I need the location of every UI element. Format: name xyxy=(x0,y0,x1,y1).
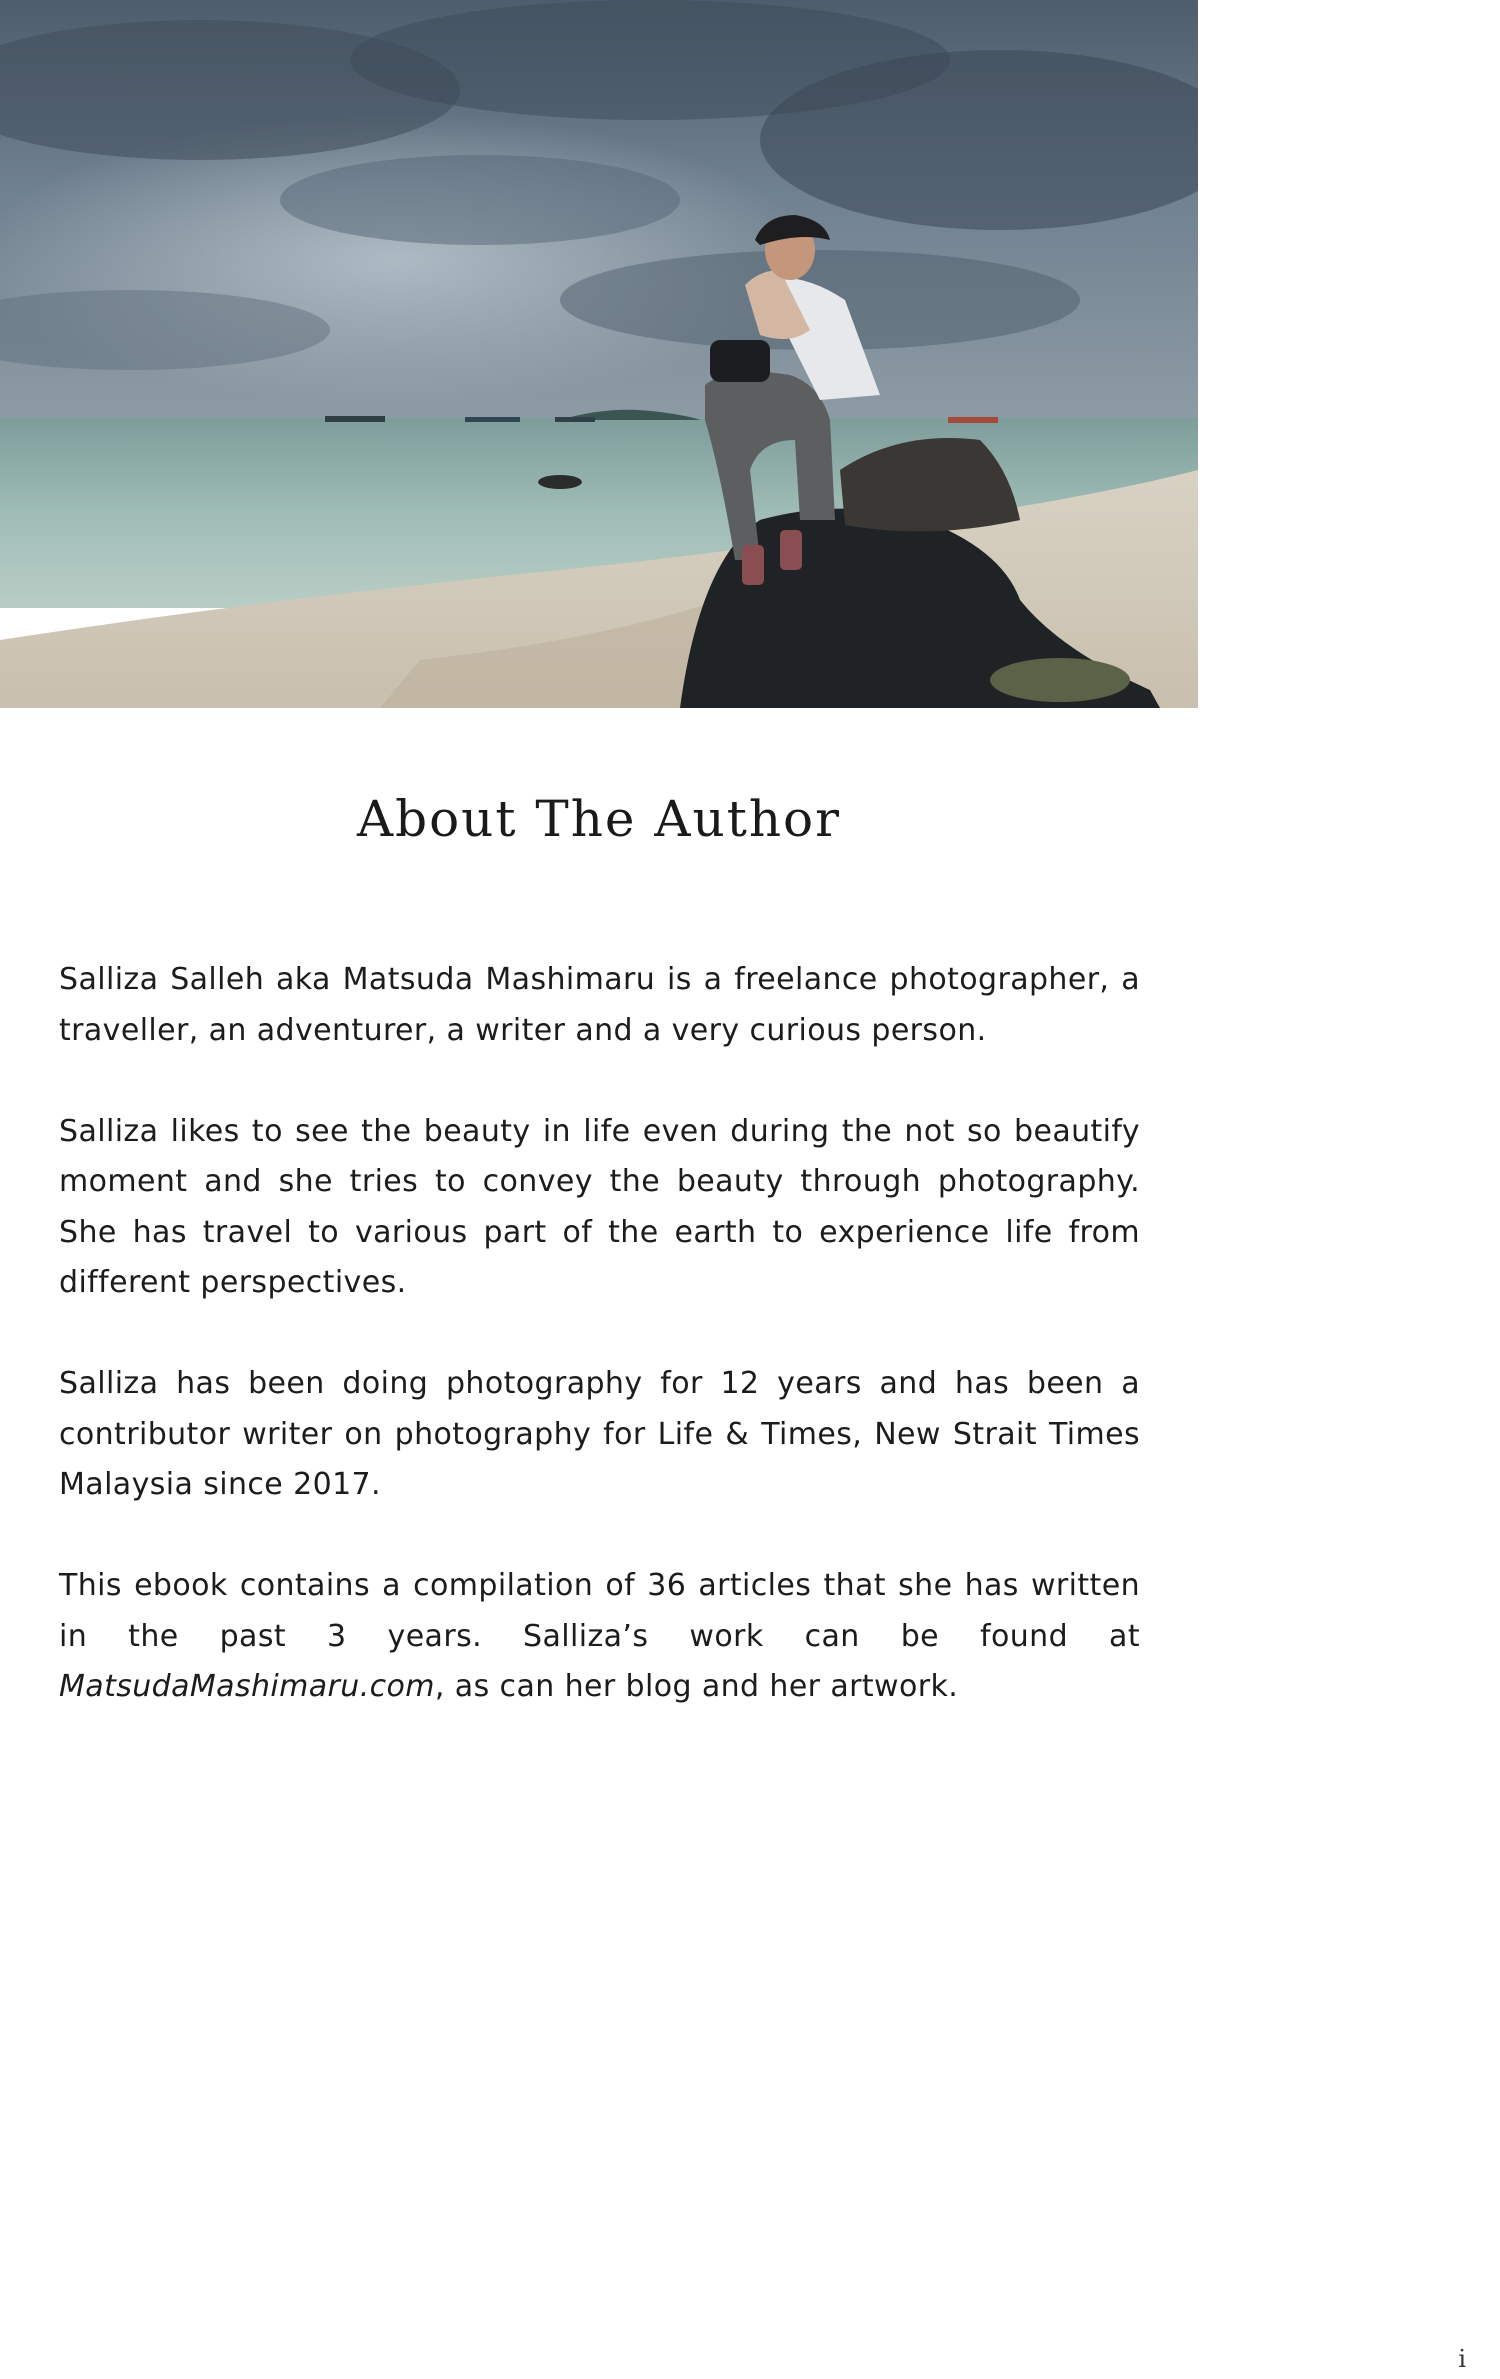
page-number: i xyxy=(1458,2345,1466,2373)
bio-paragraph-experience: Salliza has been doing photography for 12 years and has been a contributor writer on photography for Life & Times, New Strait Times Malaysia since 2017. xyxy=(59,1366,1140,1502)
page-title: About The Author xyxy=(356,790,842,848)
bio-paragraph-intro: Salliza Salleh aka Matsuda Mashimaru is a freelance photographer, a traveller, an adventurer, a writer and a very curious person. xyxy=(59,962,1140,1048)
bio-ebook-text-end: , as can her blog and her artwork. xyxy=(434,1669,959,1704)
bio-paragraph-ebook xyxy=(59,1561,1140,1713)
bio-ebook-text: This ebook contains a compilation of 36 articles that she has written in the past 3 years. Salliza’s work can be found at xyxy=(59,1568,1140,1654)
author-photo xyxy=(0,0,1198,708)
author-bio xyxy=(59,955,1140,1763)
bio-paragraph-beauty: Salliza likes to see the beauty in life even during the not so beautify moment and she tries to convey the beauty through photography. She has travel to various part of the earth to experience life from different perspectives. xyxy=(59,1113,1140,1300)
website-name: MatsudaMashimaru.com xyxy=(59,1669,435,1704)
